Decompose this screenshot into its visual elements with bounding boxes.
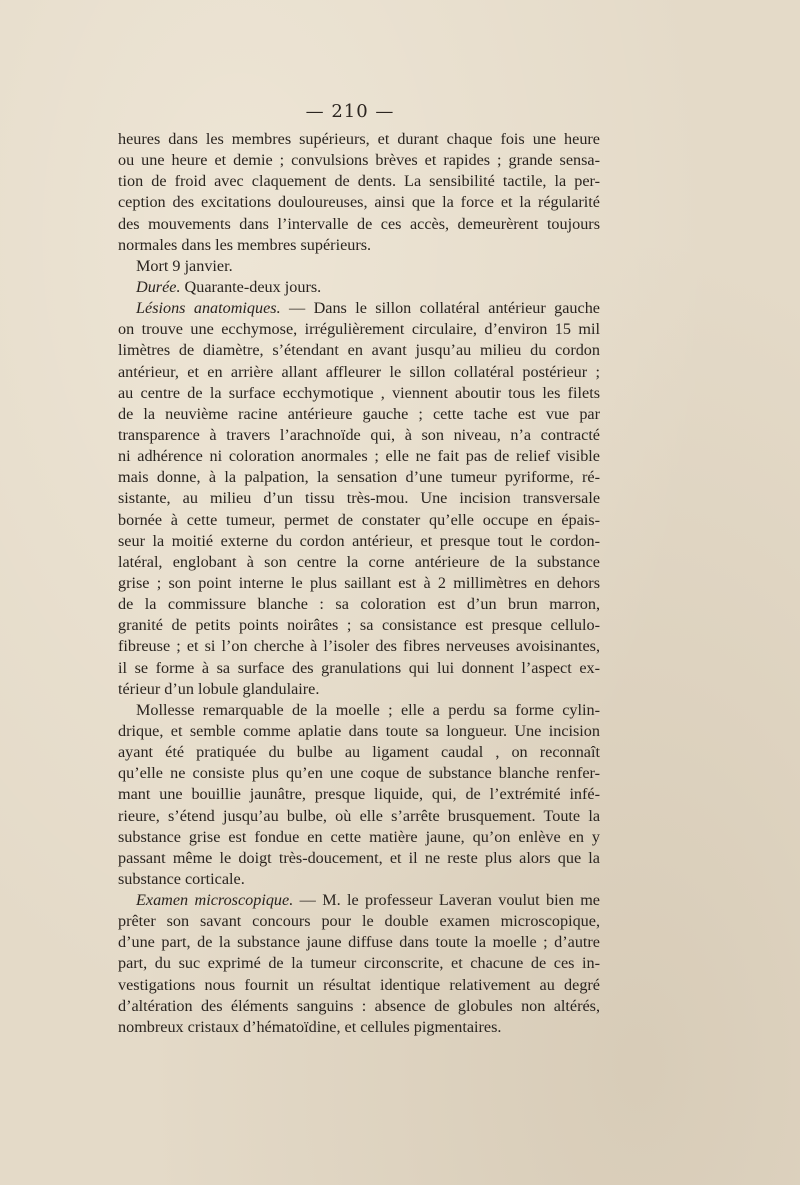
text-line	[118, 953, 600, 974]
line-text: bornée à cette tumeur, permet de constater qu’elle occupe en épais-	[118, 510, 600, 529]
text-line	[118, 679, 600, 700]
text-line	[118, 277, 600, 298]
body-text	[118, 129, 600, 1038]
line-text: grise ; son point interne le plus saillant est à 2 millimètres en dehors	[118, 573, 600, 592]
text-line	[118, 573, 600, 594]
line-text: on trouve une ecchymose, irrégulièrement circulaire, d’environ 15 mil	[118, 320, 600, 339]
line-text: Quarante-deux jours.	[180, 277, 322, 296]
line-text: ou une heure et demie ; convulsions brèves et rapides ; grande sensa-	[118, 151, 600, 170]
text-line	[118, 658, 600, 679]
line-text: latéral, englobant à son centre la corne antérieure de la substance	[118, 552, 600, 571]
line-text: seur la moitié externe du cordon antérieur, et presque tout le cordon-	[118, 531, 600, 550]
text-line	[118, 848, 600, 869]
line-text: transparence à travers l’arachnoïde qui, à son niveau, n’a contracté	[118, 425, 600, 444]
text-line	[118, 1017, 600, 1038]
italic-lead: Durée.	[136, 277, 181, 296]
line-text: Mort 9 janvier.	[136, 256, 233, 275]
text-line	[118, 129, 600, 150]
text-line	[118, 806, 600, 827]
text-line	[118, 383, 600, 404]
line-text: ni adhérence ni coloration anormales ; elle ne fait pas de relief visible	[118, 447, 600, 466]
line-text: ayant été pratiquée du bulbe au ligament caudal , on reconnaît	[118, 743, 600, 762]
text-line	[118, 171, 600, 192]
text-line	[118, 488, 600, 509]
text-line	[118, 446, 600, 467]
text-line	[118, 615, 600, 636]
text-line	[118, 150, 600, 171]
text-line	[118, 531, 600, 552]
line-text: au centre de la surface ecchymotique , viennent aboutir tous les filets	[118, 383, 600, 402]
text-line	[118, 594, 600, 615]
line-text: prêter son savant concours pour le double examen microscopique,	[118, 912, 600, 931]
line-text: mant une bouillie jaunâtre, presque liquide, qui, de l’extrémité infé-	[118, 785, 600, 804]
line-text: substance grise est fondue en cette matière jaune, qu’on enlève en y	[118, 827, 600, 846]
text-line	[118, 319, 600, 340]
line-text: passant même le doigt très-doucement, et il ne reste plus alors que la	[118, 848, 600, 867]
text-line	[118, 869, 600, 890]
line-text: mais donne, à la palpation, la sensation d’une tumeur pyriforme, ré-	[118, 468, 600, 487]
line-text: limètres de diamètre, s’étendant en avant jusqu’au milieu du cordon	[118, 341, 600, 360]
text-line	[118, 975, 600, 996]
line-text: vestigations nous fournit un résultat identique relativement au degré	[118, 975, 600, 994]
line-text: de la neuvième racine antérieure gauche ; cette tache est vue par	[118, 404, 600, 423]
page-number: — 210 —	[305, 101, 395, 122]
text-line	[118, 298, 600, 319]
line-text: Mollesse remarquable de la moelle ; elle a perdu sa forme cylin-	[136, 700, 600, 719]
line-text: des mouvements dans l’intervalle de ces accès, demeurèrent toujours	[118, 214, 600, 233]
line-text: rieure, s’étend jusqu’au bulbe, où elle s’arrête brusquement. Toute la	[118, 806, 600, 825]
italic-lead: Lésions anatomiques.	[136, 299, 281, 318]
text-line	[118, 192, 600, 213]
text-line	[118, 235, 600, 256]
text-line	[118, 763, 600, 784]
text-line	[118, 742, 600, 763]
line-text: part, du suc exprimé de la tumeur circonscrite, et chacune de ces in-	[118, 954, 600, 973]
line-text: il se forme à sa surface des granulations qui lui donnent l’aspect ex-	[118, 658, 600, 677]
line-text: de la commissure blanche : sa coloration est d’un brun marron,	[118, 595, 600, 614]
line-text: térieur d’un lobule glandulaire.	[118, 679, 320, 698]
text-line	[118, 467, 600, 488]
line-text: fibreuse ; et si l’on cherche à l’isoler des fibres nerveuses avoisinantes,	[118, 637, 600, 656]
line-text: substance corticale.	[118, 869, 245, 888]
line-text: — M. le professeur Laveran voulut bien me	[293, 891, 600, 910]
text-line	[118, 552, 600, 573]
line-text: — Dans le sillon collatéral antérieur gauche	[280, 299, 600, 318]
text-line	[118, 932, 600, 953]
line-text: qu’elle ne consiste plus qu’en une coque de substance blanche renfer-	[118, 764, 600, 783]
italic-lead: Examen microscopique.	[136, 891, 294, 910]
text-line	[118, 827, 600, 848]
line-text: sistante, au milieu d’un tissu très-mou. Une incision transversale	[118, 489, 600, 508]
text-line	[118, 700, 600, 721]
text-line	[118, 911, 600, 932]
text-line	[118, 425, 600, 446]
line-text: antérieur, et en arrière allant affleurer le sillon collatéral postérieur ;	[118, 362, 600, 381]
line-text: heures dans les membres supérieurs, et durant chaque fois une heure	[118, 130, 600, 148]
text-line	[118, 362, 600, 383]
text-line	[118, 404, 600, 425]
line-text: ception des excitations douloureuses, ainsi que la force et la régularité	[118, 193, 600, 212]
text-line	[118, 214, 600, 235]
text-line	[118, 340, 600, 361]
text-line	[118, 510, 600, 531]
line-text: d’une part, de la substance jaune diffuse dans toute la moelle ; d’autre	[118, 933, 600, 952]
line-text: d’altération des éléments sanguins : absence de globules non altérés,	[118, 996, 600, 1015]
line-text: normales dans les membres supérieurs.	[118, 235, 372, 254]
line-text: granité de petits points noirâtes ; sa consistance est presque cellulo-	[118, 616, 600, 635]
text-line	[118, 784, 600, 805]
line-text: drique, et semble comme aplatie dans toute sa longueur. Une incision	[118, 721, 600, 740]
text-line	[118, 996, 600, 1017]
text-line	[118, 890, 600, 911]
text-line	[118, 636, 600, 657]
line-text: tion de froid avec claquement de dents. La sensibilité tactile, la per-	[118, 172, 600, 191]
line-text: nombreux cristaux d’hématoïdine, et cellules pigmentaires.	[118, 1017, 502, 1036]
text-line	[118, 256, 600, 277]
text-line	[118, 721, 600, 742]
